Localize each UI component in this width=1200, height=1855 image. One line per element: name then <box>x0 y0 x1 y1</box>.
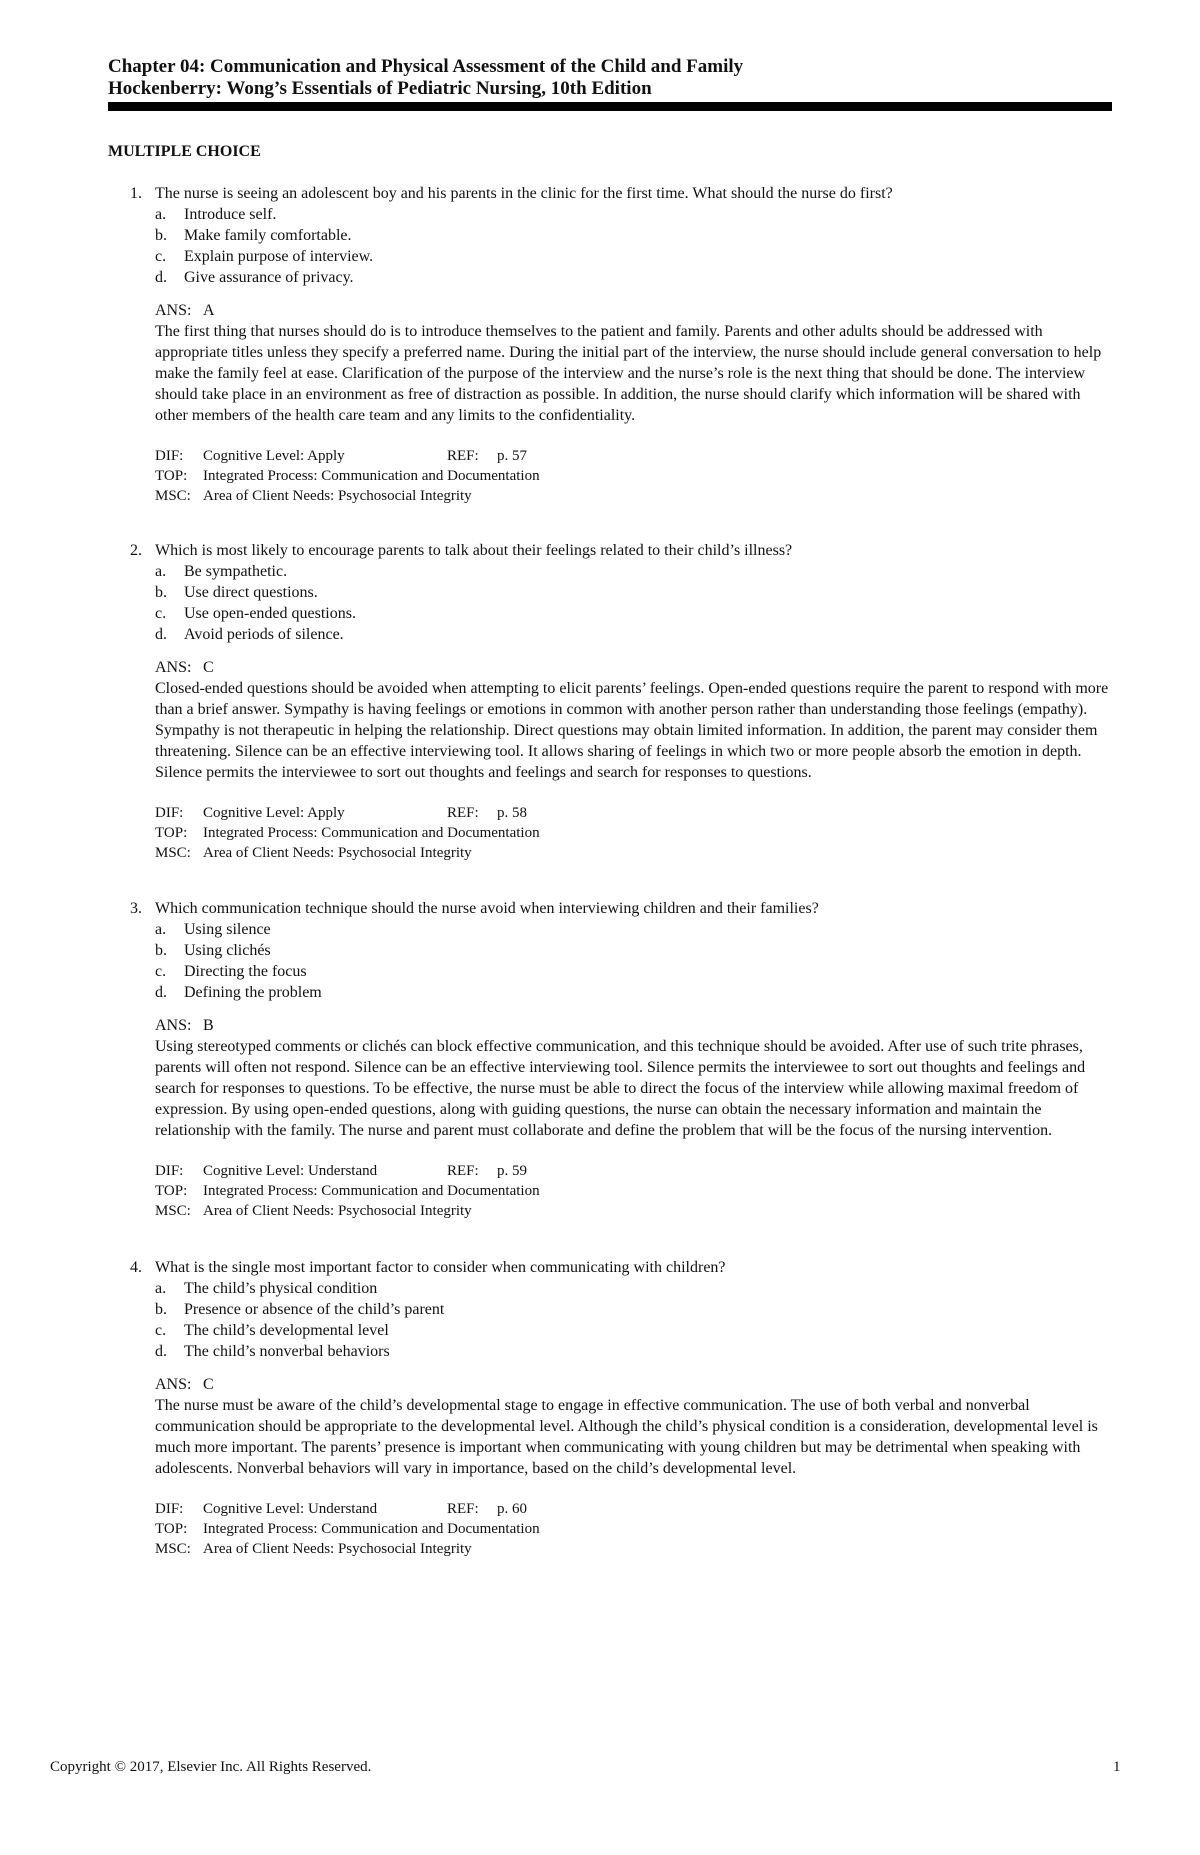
choice-letter: a. <box>155 1280 167 1297</box>
answer-value: A <box>203 302 215 319</box>
answer-line <box>155 300 1112 321</box>
choice-letter: d. <box>155 269 167 286</box>
choice-a <box>155 561 1112 582</box>
choice-c <box>155 603 1112 624</box>
answer-value: C <box>203 659 214 676</box>
question-number: 3. <box>130 900 142 917</box>
ref-value: p. 58 <box>497 805 527 821</box>
choice-b <box>155 225 1112 246</box>
answer-label: ANS: <box>155 659 192 676</box>
choice-a <box>155 919 1112 940</box>
answer-label: ANS: <box>155 1017 192 1034</box>
msc-value: Area of Client Needs: Psychosocial Integrity <box>203 1203 472 1219</box>
rationale-text: Using stereotyped comments or clichés can block effective communication, and this technique should be avoided. After use of such trite phrases, parents will often not respond. Silence can be an effective interviewing tool. Silence permits the interviewee to sort out thoughts and feelings and search for responses to questions. To be effective, the nurse must be able to direct the focus of the interview while allowing maximal freedom of expression. By using open-ended questions, along with guiding questions, the nurse can obtain the necessary information and maintain the relationship with the family. The nurse and parent must collaborate and define the problem that will be the focus of the nursing intervention. <box>155 1038 1086 1139</box>
top-key: TOP: <box>155 468 188 484</box>
choice-text: Explain purpose of interview. <box>184 248 374 265</box>
msc-key: MSC: <box>155 1203 191 1219</box>
choice-d <box>155 1341 1112 1362</box>
question-stem-row <box>130 1257 1112 1278</box>
choice-text: Defining the problem <box>184 984 322 1001</box>
choice-a <box>155 204 1112 225</box>
question-metadata <box>155 803 1112 863</box>
answer-value: C <box>203 1376 214 1393</box>
choice-text: Use open-ended questions. <box>184 605 356 622</box>
rationale-text: The first thing that nurses should do is to introduce themselves to the patient and family. Parents and other adults should be addressed with appropriate titles unless they specify a preferred name. During the initial part of the interview, the nurse should include general conversation to help make the family feel at ease. Clarification of the purpose of the interview and the nurse’s role is the next thing that should be done. The interview should take place in an environment as free of distraction as possible. In addition, the nurse should clarify which information will be shared with other members of the health care team and any limits to the confidentiality. <box>155 323 1102 424</box>
question-number: 4. <box>130 1259 142 1276</box>
question-stem-row <box>130 183 1112 204</box>
choice-letter: b. <box>155 227 167 244</box>
choice-letter: b. <box>155 1301 167 1318</box>
top-value: Integrated Process: Communication and Documentation <box>203 825 540 841</box>
top-line <box>155 1519 1112 1539</box>
dif-ref-line <box>155 446 1112 466</box>
dif-key: DIF: <box>155 448 184 464</box>
rationale-text: Closed-ended questions should be avoided when attempting to elicit parents’ feelings. Open-ended questions require the parent to respond with more than a brief answer. Sympathy is having feelings or emotions in common with another person rather than understanding those feelings (empathy). Sympathy is not therapeutic in helping the relationship. Direct questions may obtain limited information. In addition, the parent may consider them threatening. Silence can be an effective interviewing tool. It allows sharing of feelings in which two or more people absorb the emotion in depth. Silence permits the interviewee to sort out thoughts and feelings and search for responses to questions. <box>155 680 1109 781</box>
answer-block <box>155 1374 1112 1479</box>
choice-text: The child’s physical condition <box>184 1280 378 1297</box>
msc-key: MSC: <box>155 488 191 504</box>
choice-letter: d. <box>155 1343 167 1360</box>
top-key: TOP: <box>155 1183 188 1199</box>
choice-text: Give assurance of privacy. <box>184 269 354 286</box>
top-line <box>155 1181 1112 1201</box>
choice-b <box>155 1299 1112 1320</box>
choice-text: Using clichés <box>184 942 271 959</box>
ref-value: p. 60 <box>497 1501 527 1517</box>
answer-block <box>155 1015 1112 1141</box>
choice-letter: c. <box>155 963 167 980</box>
question-stem: Which is most likely to encourage parents to talk about their feelings related to their child’s illness? <box>155 542 793 559</box>
answer-block <box>155 300 1112 426</box>
choice-text: Directing the focus <box>184 963 307 980</box>
question-metadata <box>155 1499 1112 1559</box>
choice-letter: d. <box>155 984 167 1001</box>
ref-key: REF: <box>447 805 479 821</box>
answer-label: ANS: <box>155 302 192 319</box>
choice-text: Presence or absence of the child’s parent <box>184 1301 445 1318</box>
choice-c <box>155 1320 1112 1341</box>
question-stem-row <box>130 540 1112 561</box>
choice-list <box>155 204 1112 288</box>
choice-letter: a. <box>155 206 167 223</box>
choice-text: Avoid periods of silence. <box>184 626 344 643</box>
dif-ref-line <box>155 1161 1112 1181</box>
ref-key: REF: <box>447 448 479 464</box>
ref-value: p. 57 <box>497 448 527 464</box>
answer-value: B <box>203 1017 214 1034</box>
ref-key: REF: <box>447 1163 479 1179</box>
choice-list <box>155 919 1112 1003</box>
choice-b <box>155 940 1112 961</box>
choice-text: The child’s nonverbal behaviors <box>184 1343 390 1360</box>
msc-line <box>155 843 1112 863</box>
question-number: 1. <box>130 185 142 202</box>
question-metadata <box>155 446 1112 506</box>
rationale-text: The nurse must be aware of the child’s developmental stage to engage in effective communication. The use of both verbal and nonverbal communication should be appropriate to the developmental level. Although the child’s physical condition is a consideration, developmental level is much more important. The parents’ presence is important when communicating with young children but may be detrimental when speaking with adolescents. Nonverbal behaviors will vary in importance, based on the child’s developmental level. <box>155 1397 1098 1477</box>
choice-a <box>155 1278 1112 1299</box>
page-number: 1 <box>1113 1759 1121 1775</box>
question-number: 2. <box>130 542 142 559</box>
msc-line <box>155 1201 1112 1221</box>
msc-value: Area of Client Needs: Psychosocial Integrity <box>203 845 472 861</box>
question-4 <box>130 1257 1112 1559</box>
footer-copyright: Copyright © 2017, Elsevier Inc. All Rights Reserved. <box>50 1759 372 1775</box>
top-value: Integrated Process: Communication and Documentation <box>203 468 540 484</box>
dif-ref-line <box>155 1499 1112 1519</box>
choice-text: Make family comfortable. <box>184 227 352 244</box>
choice-letter: c. <box>155 248 167 265</box>
choice-letter: c. <box>155 605 167 622</box>
answer-block <box>155 657 1112 783</box>
question-stem: The nurse is seeing an adolescent boy and his parents in the clinic for the first time. What should the nurse do first? <box>155 185 893 202</box>
chapter-title: Chapter 04: Communication and Physical Assessment of the Child and Family <box>108 56 744 77</box>
question-stem-row <box>130 898 1112 919</box>
top-line <box>155 466 1112 486</box>
choice-text: Use direct questions. <box>184 584 318 601</box>
msc-value: Area of Client Needs: Psychosocial Integrity <box>203 488 472 504</box>
dif-value: Cognitive Level: Understand <box>203 1163 378 1179</box>
choice-letter: c. <box>155 1322 167 1339</box>
top-key: TOP: <box>155 825 188 841</box>
dif-ref-line <box>155 803 1112 823</box>
choice-letter: d. <box>155 626 167 643</box>
top-value: Integrated Process: Communication and Documentation <box>203 1183 540 1199</box>
msc-line <box>155 1539 1112 1559</box>
dif-value: Cognitive Level: Apply <box>203 805 345 821</box>
dif-key: DIF: <box>155 805 184 821</box>
answer-label: ANS: <box>155 1376 192 1393</box>
choice-c <box>155 246 1112 267</box>
dif-value: Cognitive Level: Apply <box>203 448 345 464</box>
choice-text: The child’s developmental level <box>184 1322 389 1339</box>
choice-letter: a. <box>155 921 167 938</box>
question-stem: Which communication technique should the nurse avoid when interviewing children and their families? <box>155 900 819 917</box>
choice-d <box>155 982 1112 1003</box>
answer-line <box>155 1015 1112 1036</box>
section-title: MULTIPLE CHOICE <box>108 143 261 160</box>
choice-d <box>155 267 1112 288</box>
question-metadata <box>155 1161 1112 1221</box>
choice-letter: b. <box>155 942 167 959</box>
choice-c <box>155 961 1112 982</box>
ref-value: p. 59 <box>497 1163 527 1179</box>
question-1 <box>130 183 1112 506</box>
choice-list <box>155 1278 1112 1362</box>
choice-list <box>155 561 1112 645</box>
question-3 <box>130 898 1112 1221</box>
choice-text: Introduce self. <box>184 206 277 223</box>
choice-b <box>155 582 1112 603</box>
msc-line <box>155 486 1112 506</box>
dif-value: Cognitive Level: Understand <box>203 1501 378 1517</box>
dif-key: DIF: <box>155 1501 184 1517</box>
question-2 <box>130 540 1112 863</box>
top-line <box>155 823 1112 843</box>
top-value: Integrated Process: Communication and Documentation <box>203 1521 540 1537</box>
msc-value: Area of Client Needs: Psychosocial Integrity <box>203 1541 472 1557</box>
msc-key: MSC: <box>155 1541 191 1557</box>
choice-d <box>155 624 1112 645</box>
choice-letter: b. <box>155 584 167 601</box>
answer-line <box>155 657 1112 678</box>
book-title: Hockenberry: Wong’s Essentials of Pediatric Nursing, 10th Edition <box>108 78 652 99</box>
question-stem: What is the single most important factor to consider when communicating with children? <box>155 1259 726 1276</box>
choice-letter: a. <box>155 563 167 580</box>
ref-key: REF: <box>447 1501 479 1517</box>
header-divider <box>108 102 1112 111</box>
msc-key: MSC: <box>155 845 191 861</box>
choice-text: Using silence <box>184 921 271 938</box>
dif-key: DIF: <box>155 1163 184 1179</box>
document-header <box>108 56 1108 100</box>
top-key: TOP: <box>155 1521 188 1537</box>
choice-text: Be sympathetic. <box>184 563 288 580</box>
answer-line <box>155 1374 1112 1395</box>
